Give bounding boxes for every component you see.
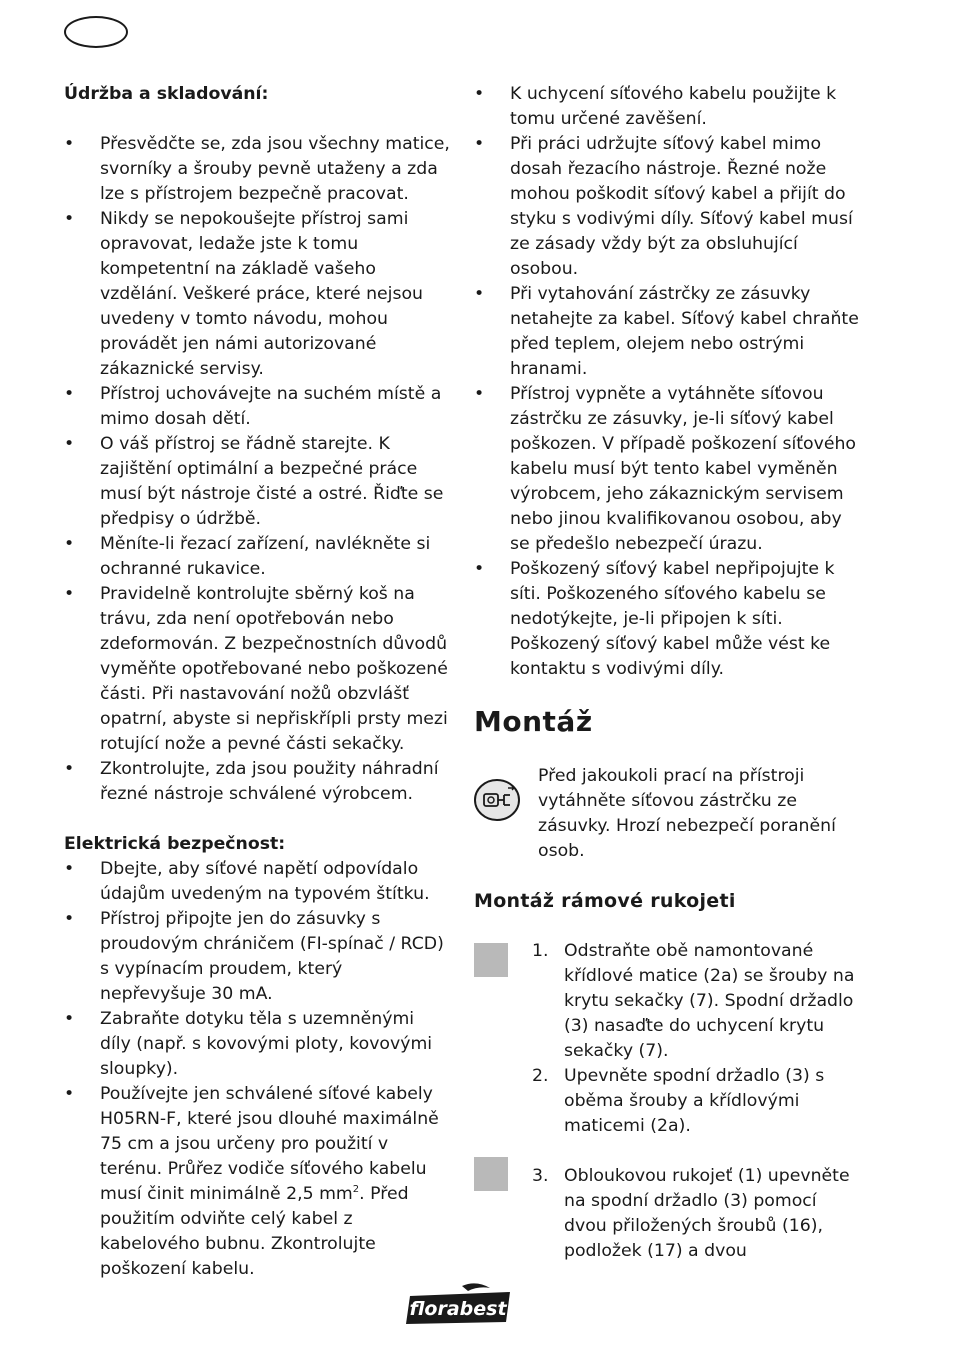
left-column <box>64 82 450 1282</box>
assembly-steps <box>474 939 864 1264</box>
list-item: 2. Upevněte spodní držadlo (3) s oběma šrouby a křídlovými maticemi (2a). <box>532 1066 825 1136</box>
electrical-list-continued <box>474 82 864 682</box>
assembly-steps-block <box>474 939 864 1264</box>
list-item: • Přístroj vypněte a vytáhněte síťovou zástrčku ze zásuvky, je-li síťový kabel poškozen. V případě poškození síťového kabelu musí být tento kabel vyměněn výrobcem, jeho zákaznickým servisem nebo jinou kvalifikovanou osobou, aby se předešlo nebezpečí úrazu. <box>474 384 856 554</box>
warning-block <box>474 764 864 864</box>
svg-text:florabest: florabest <box>409 1298 507 1320</box>
list-item: 3. Obloukovou rukojeť (1) upevněte na spodní držadlo (3) pomocí dvou přiložených šroubů (16), podložek (17) a dvou <box>532 1166 850 1261</box>
list-item: • Nikdy se nepokoušejte přístroj sami opravovat, ledaže jste k tomu kompetentní na základě vašeho vzdělání. Veškeré práce, které nejsou uvedeny v tomto návodu, mohou provádět jen námi autorizované zákaznické servisy. <box>64 209 423 379</box>
right-column <box>474 82 864 1264</box>
list-item: • Dbejte, aby síťové napětí odpovídalo údajům uvedeným na typovém štítku. <box>64 859 430 904</box>
page-title-montaz: Montáž <box>474 705 593 738</box>
section-heading-handle-assembly: Montáž rámové rukojeti <box>474 890 736 912</box>
unplug-warning-icon <box>474 778 522 822</box>
list-item: • Přístroj připojte jen do zásuvky s proudovým chráničem (FI-spínač / RCD) s vypínacím proudem, který nepřevyšuje 30 mA. <box>64 909 444 1004</box>
list-item: • Při vytahování zástrčky ze zásuvky netahejte za kabel. Síťový kabel chraňte před teplem, olejem nebo ostrými hranami. <box>474 284 859 379</box>
list-item: • Přesvědčte se, zda jsou všechny matice, svorníky a šrouby pevně utaženy a zda lze s přístrojem bezpečně pracovat. <box>64 134 450 204</box>
maintenance-list <box>64 132 450 807</box>
list-item: • Používejte jen schválené síťové kabely H05RN-F, které jsou dlouhé maximálně 75 cm a jsou určeny pro použití v terénu. Průřez vodiče síťového kabelu musí činit minimálně 2,5 $mm^2$. Před použitím odviňte celý kabel z kabelového bubnu. Zkontrolujte poškození kabelu. <box>64 1084 439 1279</box>
list-item: • Zkontrolujte, zda jsou použity náhradní řezné nástroje schválené výrobcem. <box>64 759 439 804</box>
list-item: • Poškozený síťový kabel nepřipojujte k síti. Poškozeného síťového kabelu se nedotýkejte, je-li připojen k síti. Poškozený síťový kabel může vést ke kontaktu s vodivými díly. <box>474 559 835 679</box>
section-heading-maintenance: Údržba a skladování: <box>64 84 269 104</box>
list-item: • Pravidelně kontrolujte sběrný koš na trávu, zda není opotřebován nebo zdeformován. Z bezpečnostních důvodů vyměňte opotřebované nebo poškozené části. Při nastavování nožů obzvlášť opatrní, abyste si nepřiskřípli prsty mezi rotující nože a pevné části sekačky. <box>64 584 448 754</box>
list-item: 1. Odstraňte obě namontované křídlové matice (2a) se šrouby na krytu sekačky (7). Spodní držadlo (3) nasaďte do uchycení krytu sekačky (7). <box>532 941 855 1061</box>
electrical-list <box>64 857 450 1282</box>
list-item: • Měníte-li řezací zařízení, navlékněte si ochranné rukavice. <box>64 534 431 579</box>
list-item: • Při práci udržujte síťový kabel mimo dosah řezacího nástroje. Řezné nože mohou poškodit síťový kabel a přijít do styku s vodivými díly. Síťový kabel musí ze zásady vždy být za obsluhující osobou. <box>474 134 853 279</box>
section-heading-electrical: Elektrická bezpečnost: <box>64 834 286 854</box>
list-item: • Přístroj uchovávejte na suchém místě a mimo dosah dětí. <box>64 384 442 429</box>
florabest-logo <box>404 1282 516 1328</box>
list-item: • O váš přístroj se řádně starejte. K zajištění optimální a bezpečné práce musí být nástroje čisté a ostré. Řiďte se předpisy o údržbě. <box>64 434 444 529</box>
warning-text: Před jakoukoli prací na přístroji vytáhněte síťovou zástrčku ze zásuvky. Hrozí nebezpečí poranění osob. <box>538 766 836 861</box>
list-item: • Zabraňte dotyku těla s uzemněnými díly (např. s kovovými ploty, kovovými sloupky). <box>64 1009 433 1079</box>
language-badge <box>64 16 128 48</box>
list-item: • K uchycení síťového kabelu použijte k tomu určené zavěšení. <box>474 84 837 129</box>
